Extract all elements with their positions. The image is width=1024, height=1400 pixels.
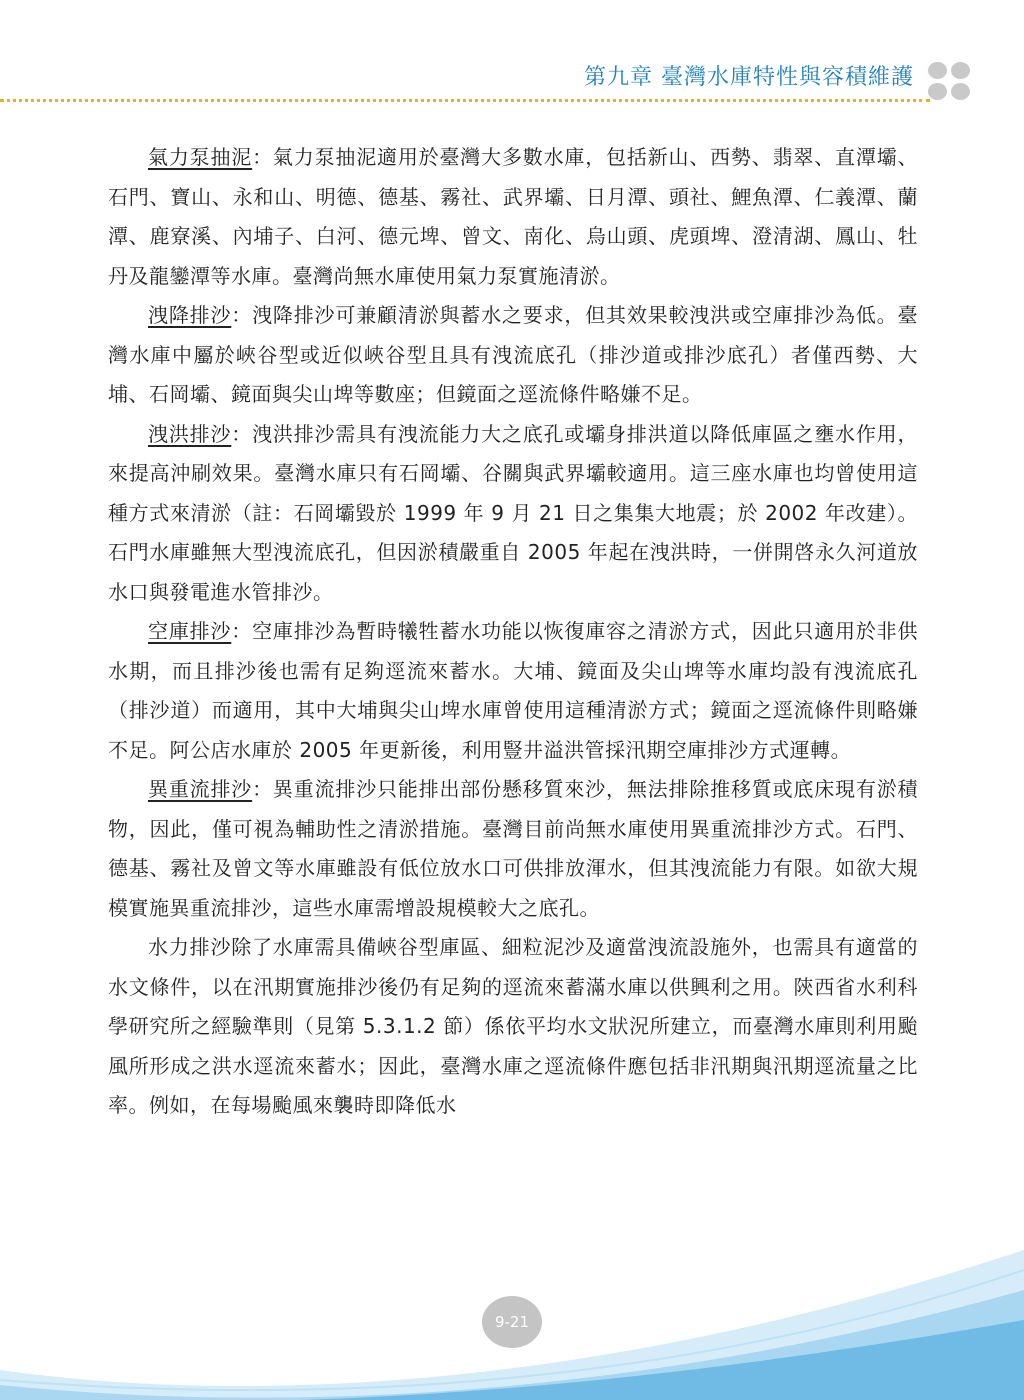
paragraph-text: ：異重流排沙只能排出部份懸移質來沙，無法排除推移質或底床現有淤積物，因此，僅可視為輔助性之清淤措施。臺灣目前尚無水庫使用異重流排沙方式。石門、德基、霧社及曾文等水庫雖設有低位放水口可供排放渾水，但其洩流能力有限。如欲大規模實施異重流排沙，這些水庫需增設規模較大之底孔。 <box>108 777 919 920</box>
term-label: 異重流排沙 <box>148 777 253 801</box>
paragraph-density-current <box>108 770 918 928</box>
paragraph-text: ：空庫排沙為暫時犧牲蓄水功能以恢復庫容之清淤方式，因此只適用於非供水期，而且排沙後也需有足夠逕流來蓄水。大埔、鏡面及尖山埤等水庫均設有洩流底孔（排沙道）而適用，其中大埔與尖山埤水庫曾使用這種清淤方式；鏡面之逕流條件則略嫌不足。阿公店水庫於 2005 年更新後，利用豎井溢洪管採汛期空庫排沙方式運轉。 <box>108 619 919 762</box>
paragraph-text: ：氣力泵抽泥適用於臺灣大多數水庫，包括新山、西勢、翡翠、直潭壩、石門、寶山、永和山、明德、德基、霧社、武界壩、日月潭、頭社、鯉魚潭、仁義潭、蘭潭、鹿寮溪、內埔子、白河、德元埤、曾文、南化、烏山頭、虎頭埤、澄清湖、鳳山、牡丹及龍鑾潭等水庫。臺灣尚無水庫使用氣力泵實施清淤。 <box>108 145 919 288</box>
paragraph-drawdown-flushing <box>108 296 918 415</box>
term-label: 洩降排沙 <box>148 303 232 327</box>
header-dots-decoration <box>928 62 972 102</box>
header-divider <box>0 99 930 102</box>
paragraph-flood-flushing <box>108 415 918 613</box>
page-number-badge: 9-21 <box>482 1296 542 1348</box>
paragraph-empty-flushing <box>108 612 918 770</box>
body-text <box>108 138 918 1126</box>
term-label: 空庫排沙 <box>148 619 232 643</box>
chapter-title: 第九章 臺灣水庫特性與容積維護 <box>584 65 914 90</box>
paragraph-text: ：洩洪排沙需具有洩流能力大之底孔或壩身排洪道以降低庫區之壅水作用，來提高沖刷效果。臺灣水庫只有石岡壩、谷關與武界壩較適用。這三座水庫也均曾使用這種方式來清淤（註：石岡壩毀於 1999 年 9 月 21 日之集集大地震；於 2002 年改建）。石門水庫雖無大型洩流底孔，但因淤積嚴重自 2005 年起在洩洪時，一併開啓永久河道放水口與發電進水管排沙。 <box>108 421 919 604</box>
paragraph-text: 水力排沙除了水庫需具備峽谷型庫區、細粒泥沙及適當洩流設施外，也需具有適當的水文條件，以在汛期實施排沙後仍有足夠的逕流來蓄滿水庫以供興利之用。陝西省水利科學研究所之經驗準則（見第 5.3.1.2 節）係依平均水文狀況所建立，而臺灣水庫則利用颱風所形成之洪水逕流來蓄水；因此，臺灣水庫之逕流條件應包括非汛期與汛期逕流量之比率。例如，在每場颱風來襲時即降低水 <box>108 935 918 1117</box>
term-label: 氣力泵抽泥 <box>148 145 253 169</box>
paragraph-hydrologic-conditions <box>108 928 918 1126</box>
paragraph-pneumatic-pump <box>108 138 918 296</box>
term-label: 洩洪排沙 <box>148 421 232 446</box>
paragraph-text: ：洩降排沙可兼顧清淤與蓄水之要求，但其效果較洩洪或空庫排沙為低。臺灣水庫中屬於峽谷型或近似峽谷型且具有洩流底孔（排沙道或排沙底孔）者僅西勢、大埔、石岡壩、鏡面與尖山埤等數座；但鏡面之逕流條件略嫌不足。 <box>108 303 919 406</box>
